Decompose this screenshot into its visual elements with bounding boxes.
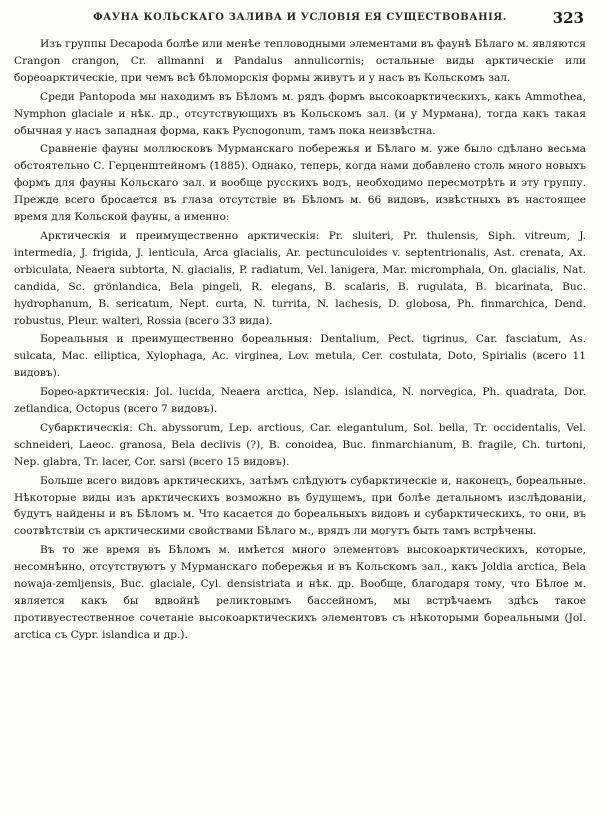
page-body [14,36,586,644]
paragraph-decapoda: Изъ группы Decapoda болѣе или менѣе тепловодными элементами въ фаунѣ Бѣлаго м. являются Crangon crangon, Cr. allmanni и Pandalus annulicornis; остальные виды арктическіе или бореоарктическіе, при чемъ всѣ бѣломорскія формы живутъ и у насъ въ Кольскомъ зал. [14,38,586,84]
species-group-subarctic: Субарктическія: Ch. abyssorum, Lep. arctious, Car. elegantulum, Sol. bella, Tr. occidentalis, Vel. schneideri, Laeoc. granosa, Bela declivis (?), B. conoidea, Buc. finmarchianum, B. fragile, Ch. turtoni, Nep. glabra, Tr. lacer, Cor. sarsi (всего 15 видовъ). [14,421,586,468]
page-number: 323 [552,9,584,27]
species-group-boreo-arctic: Борео-арктическія: Jol. lucida, Neaera arctica, Nep. islandica, N. norvegica, Ph. quadrata, Dor. zetlandica, Octopus (всего 7 видовъ). [14,386,586,416]
paragraph-white-sea-relict: Въ то же время въ Бѣломъ м. имѣется много элементовъ высокоарктическихъ, которые, несомнѣнно, отсутствуютъ у Мурманскаго побережья и въ Кольскомъ зал., какъ Joldia arctica, Bela nowaja-zemljensis, Buc. glaciale, Cyl. densistriata и нѣк. др. Вообще, благодаря тому, что Бѣлое м. является какъ бы вдвойнѣ реликтовымъ бассейномъ, мы встрѣчаемъ здѣсь такое противуестественное сочетаніе высокоарктическихъ элементовъ съ нѣкоторыми бореальными (Jol. arctica съ Cypr. islandica и др.). [14,544,586,641]
paragraph-mollusca-comparison: Сравненіе фауны моллюсковъ Мурманскаго побережья и Бѣлаго м. уже было сдѣлано весьма обстоятельно С. Герценштейномъ (1885). Однако, теперь, когда нами добавлено столь много новыхъ формъ для фауны Кольскаго зал. и вообще русскихъ водъ, необходимо пересмотрѣть и эту группу. Прежде всего бросается въ глаза отсутствіе въ Бѣломъ м. 66 видовъ, извѣстныхъ въ настоящее время для Кольской фауны, а именно: [14,143,586,224]
page-header [14,10,586,32]
running-head: ФАУНА КОЛЬСКАГО ЗАЛИВА И УСЛОВІЯ ЕЯ СУЩЕСТВОВАНІЯ. [93,12,507,23]
paragraph-pantopoda: Среди Pantopoda мы находимъ въ Бѣломъ м. рядъ формъ высокоарктическихъ, какъ Ammothea, Nymphon glaciale и нѣк. др., отсутствующихъ въ Кольскомъ зал. (и у Мурмана), тогда какъ такая обычная у насъ западная форма, какъ Pycnogonum, тамъ пока неизвѣстна. [14,90,586,137]
species-group-boreal: Бореальныя и преимущественно бореальныя: Dentalium, Pect. tigrinus, Car. fasciatum, As. sulcata, Mac. elliptica, Xylophaga, Ac. virginea, Lov. metula, Cer. costulata, Doto, Spirialis (всего 11 видовъ). [14,333,586,380]
paragraph-conclusion: Больше всего видовъ арктическихъ, затѣмъ слѣдуютъ субарктическіе и, наконецъ, бореальные. Нѣкоторые виды изъ арктическихъ возможно въ будущемъ, при болѣе детальномъ изслѣдованіи, будутъ найдены и въ Бѣломъ м. Что касается до бореальныхъ видовъ и субарктическихъ, то они, въ соотвѣтствіи съ арктическими свойствами Бѣлаго м., врядъ ли могутъ быть тамъ встрѣчены. [14,474,586,538]
species-list [14,228,586,471]
species-group-arctic: Арктическія и преимущественно арктическія: Pr. sluiteri, Pr. thulensis, Siph. vitreum, J. intermedia, J. frigida, J. lenticula, Arca glacialis, Ar. pectunculoides v. septentrionalis, Ast. crenata, Ax. orbiculata, Neaera subtorta, N. glacialis, P. radiatum, Vel. lanigera, Mar. micromphala, On. glacialis, Nat. candida, Sc. grönlandica, Bela pingeli, R. elegans, B. scalaris, B. rugulata, B. bicarinata, Buc. hydrophanum, B. sericatum, Nept. curta, N. turrita, N. lachesis, D. globosa, Ph. finmarchica, Dend. robustus, Pleur. walteri, Rossia (всего 33 вида). [14,229,586,327]
